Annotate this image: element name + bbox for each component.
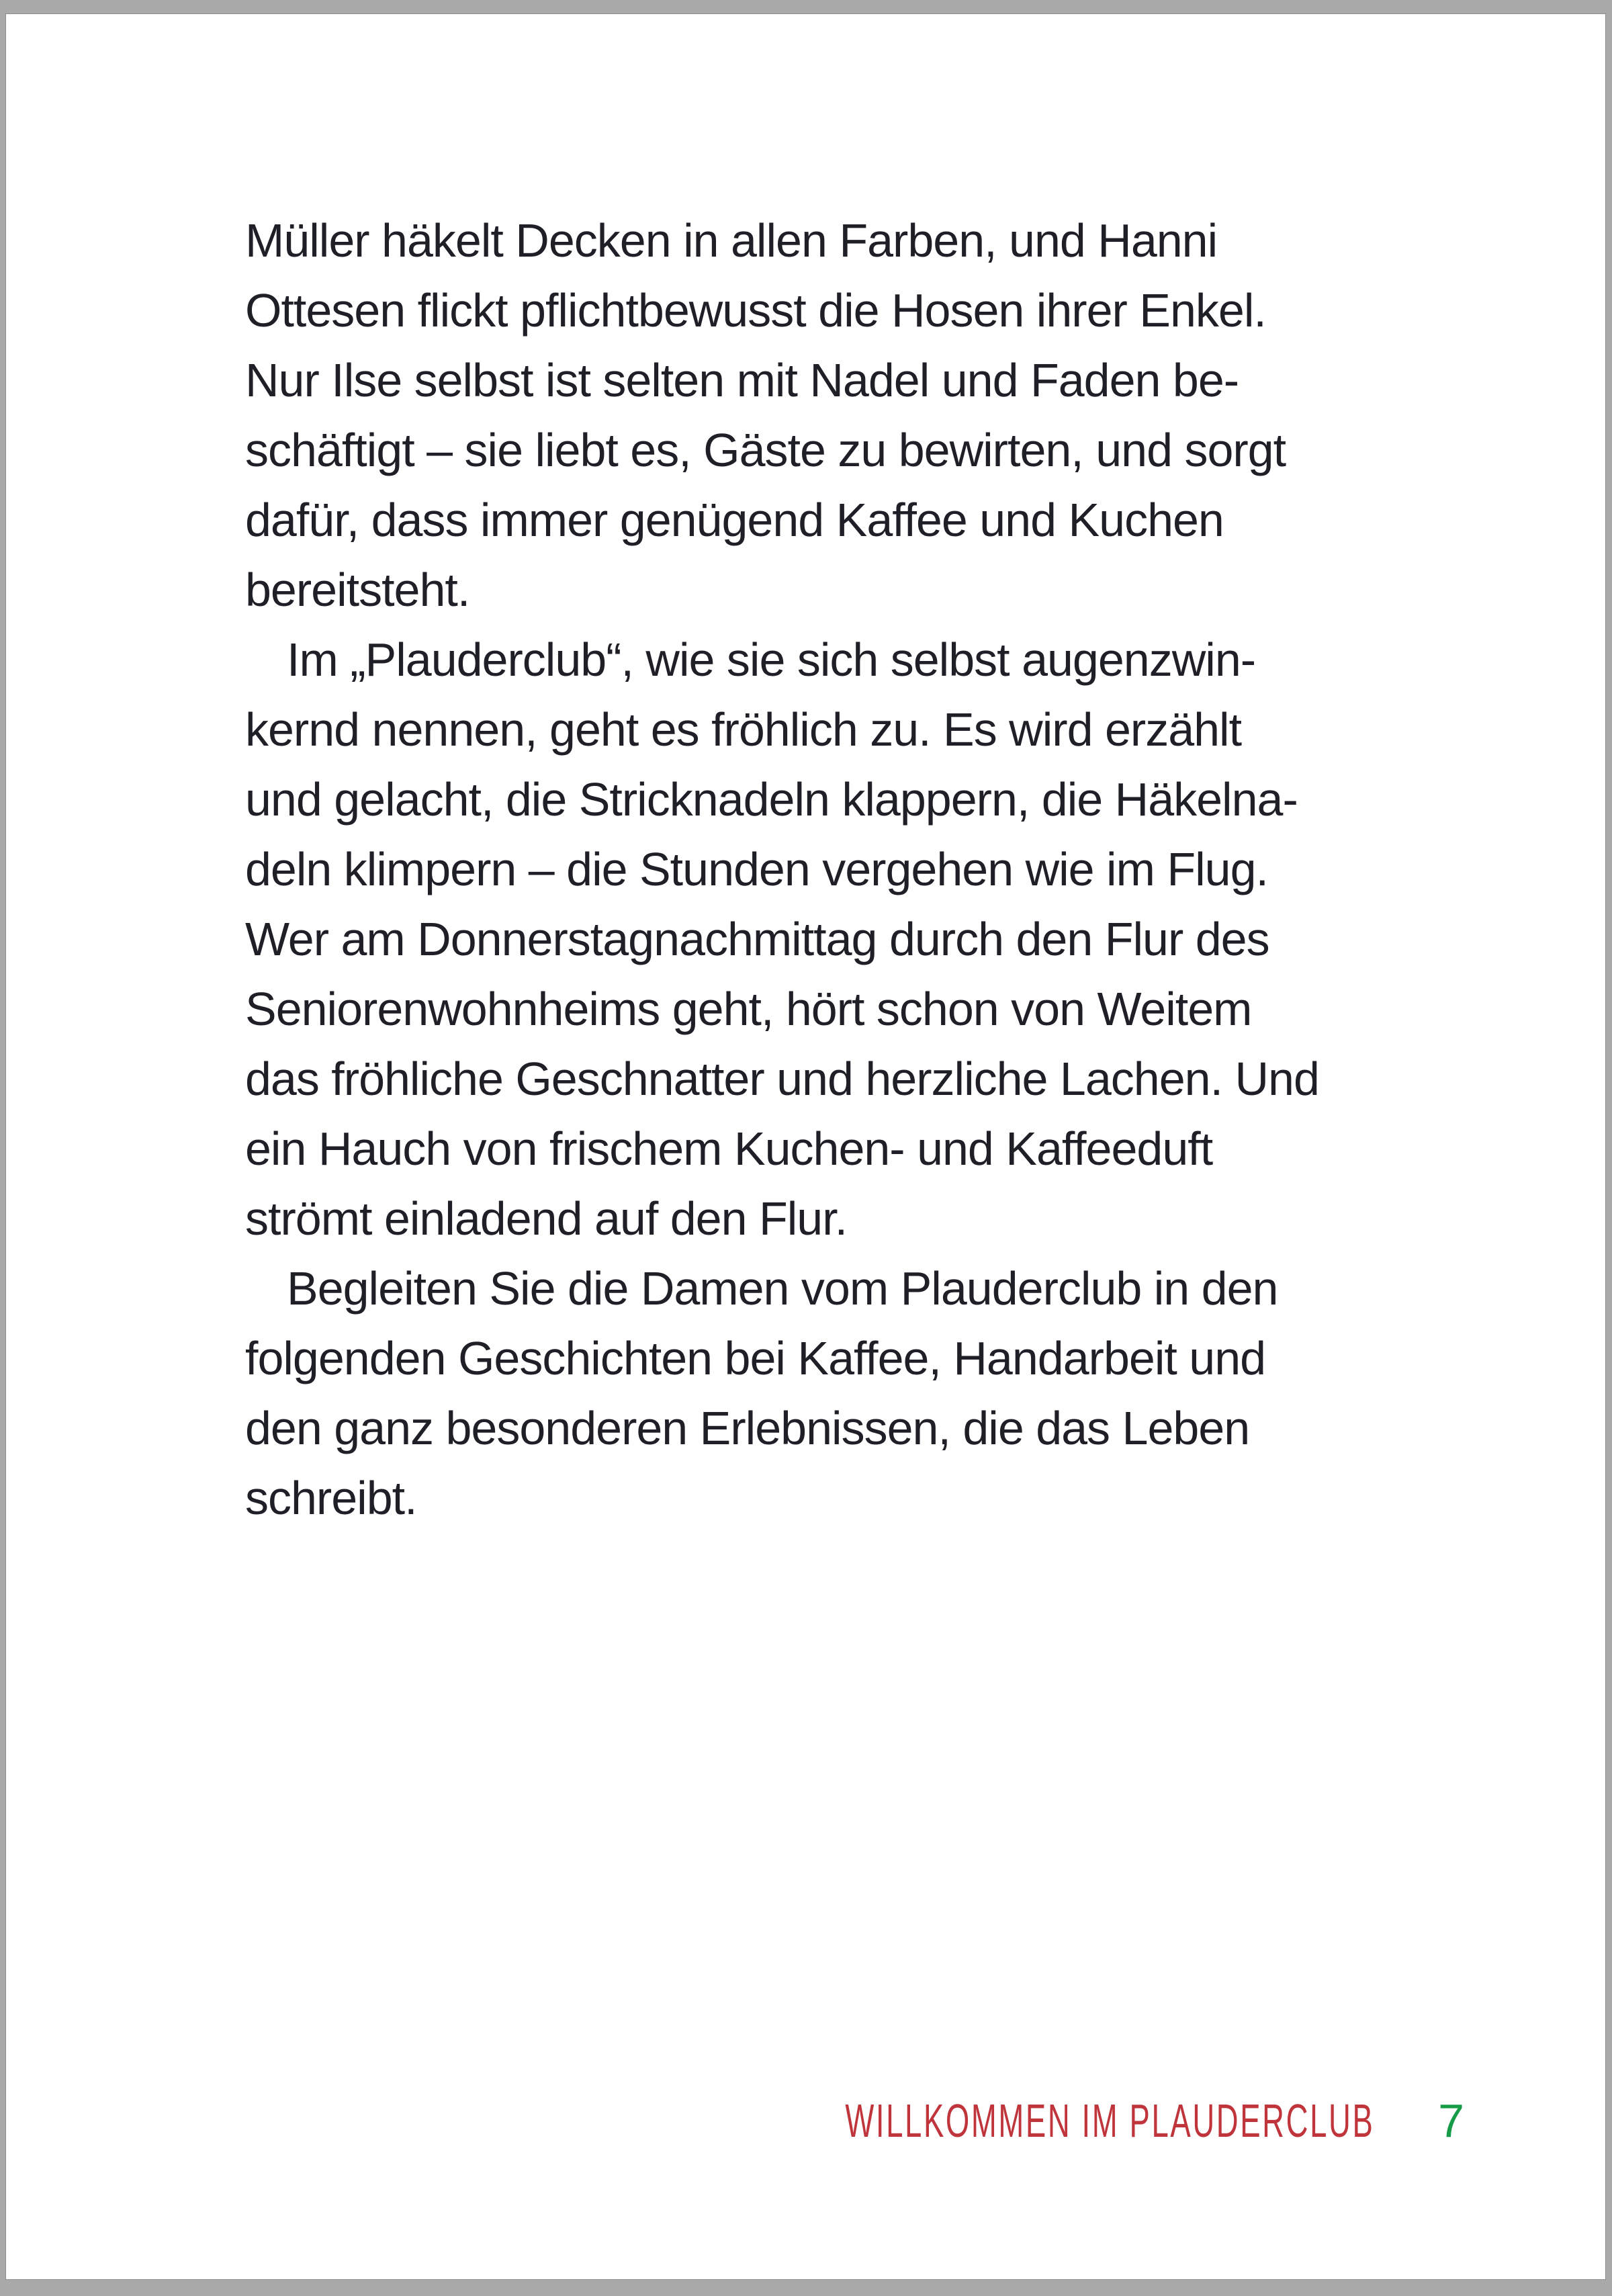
body-text-line: deln klimpern – die Stunden vergehen wie im Flug.	[245, 843, 1268, 895]
body-text-line: Seniorenwohnheims geht, hört schon von Weitem	[245, 983, 1252, 1035]
body-text-line: Begleiten Sie die Damen vom Plauderclub in den	[287, 1262, 1278, 1315]
body-text-line: bereitsteht.	[245, 564, 470, 616]
body-text-line: Ottesen flickt pflichtbewusst die Hosen ihrer Enkel.	[245, 284, 1266, 337]
body-text-line: dafür, dass immer genügend Kaffee und Kuchen	[245, 494, 1224, 546]
body-text-line: Nur Ilse selbst ist selten mit Nadel und Faden be-	[245, 354, 1239, 406]
body-text-line: ein Hauch von frischem Kuchen- und Kaffeeduft	[245, 1122, 1213, 1175]
body-text-line: Im „Plauderclub“, wie sie sich selbst augenzwin-	[287, 633, 1256, 686]
body-text-line: und gelacht, die Stricknadeln klappern, die Häkelna-	[245, 773, 1298, 826]
body-text-line: kernd nennen, geht es fröhlich zu. Es wird erzählt	[245, 703, 1242, 756]
page-footer	[6, 2086, 1605, 2156]
body-text-line: schäftigt – sie liebt es, Gäste zu bewirten, und sorgt	[245, 424, 1286, 476]
body-text-line: Müller häkelt Decken in allen Farben, und Hanni	[245, 214, 1218, 267]
body-text	[245, 206, 1400, 1533]
body-text-line: folgenden Geschichten bei Kaffee, Handarbeit und	[245, 1332, 1266, 1384]
running-title: WILLKOMMEN IM PLAUDERCLUB	[844, 2094, 1375, 2147]
page-number: 7	[1438, 2094, 1464, 2147]
book-page	[5, 13, 1606, 2280]
body-text-line: Wer am Donnerstagnachmittag durch den Flur des	[245, 913, 1269, 965]
body-text-line: strömt einladend auf den Flur.	[245, 1192, 848, 1245]
body-text-line: das fröhliche Geschnatter und herzliche Lachen. Und	[245, 1053, 1319, 1105]
body-text-line: schreibt.	[245, 1472, 417, 1524]
body-text-line: den ganz besonderen Erlebnissen, die das Leben	[245, 1402, 1250, 1454]
